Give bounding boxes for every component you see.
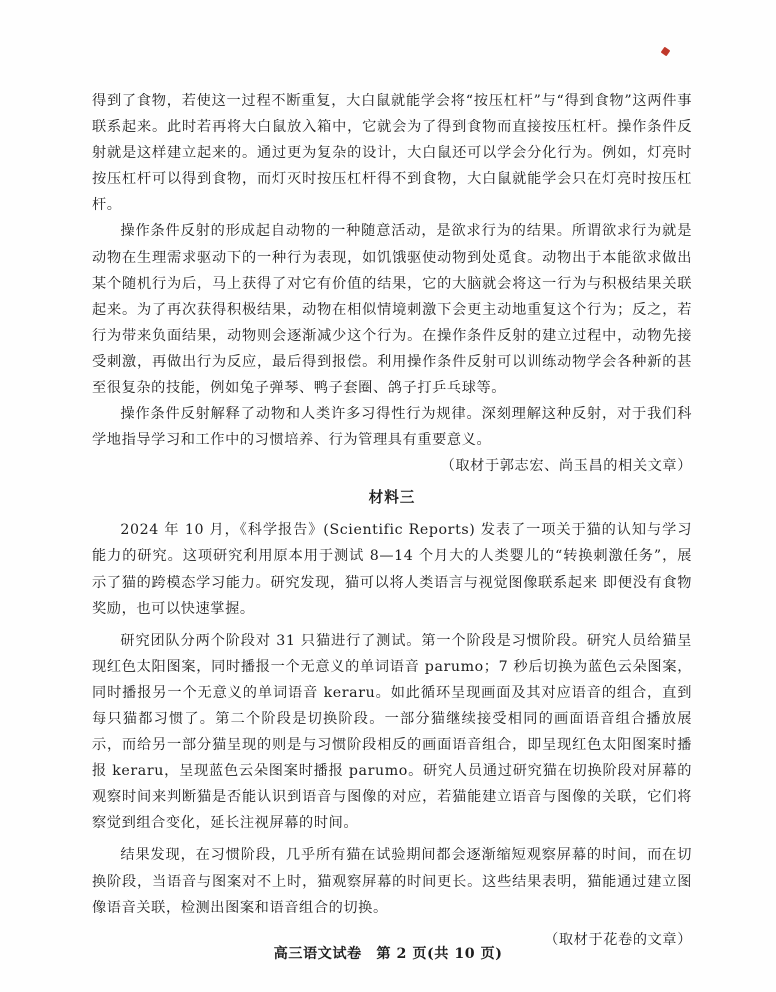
material2-paragraph-3: 操作条件反射解释了动物和人类许多习得性行为规律。深刻理解这种反射，对于我们科学地指导学习和工作中的习惯培养、行为管理具有重要意义。 — [92, 406, 692, 449]
page-footer: 高三语文试卷 第 2 页(共 10 页) — [273, 946, 503, 962]
main-content — [92, 88, 692, 953]
material3-title: 材料三 — [368, 489, 416, 507]
material3-paragraph-3: 结果发现，在习惯阶段，几乎所有猫在试验期间都会逐渐缩短观察屏幕的时间，而在切换阶段，当语音与图案对不上时，猫观察屏幕的时间更长。这些结果表明，猫能通过建立图像语音关联，检测出图案和语音组合的切换。 — [92, 847, 692, 916]
material2-paragraph-2: 操作条件反射的形成起自动物的一种随意活动，是欲求行为的结果。所谓欲求行为就是动物在生理需求驱动下的一种行为表现，如饥饿驱使动物到处觅食。动物出于本能欲求做出某个随机行为后，马上获得了对它有价值的结果，它的大脑就会将这一行为与积极结果关联起来。为了再次获得积极结果，动物在相似情境刺激下会更主动地重复这个行为；反之，若行为带来负面结果，动物则会逐渐减少这个行为。在操作条件反射的建立过程中，动物先接受刺激，再做出行为反应，最后得到报偿。利用操作条件反射可以训练动物学会各种新的甚至很复杂的技能，例如兔子弹琴、鸭子套圈、鸽子打乒乓球等。 — [92, 223, 692, 397]
material3-source: （取材于花卷的文章） — [544, 931, 692, 948]
material3-paragraph-1: 2024 年 10 月，《科学报告》(Scientific Reports) 发表了一项关于猫的认知与学习能力的研究。这项研究利用原本用于测试 8—14 个月大的人类婴儿的“转换刺激任务”，展示了猫的跨模态学习能力。研究发现，猫可以将人类语言与视觉图像联系起来 即便没有食物奖励，也可以快速掌握。 — [92, 522, 692, 617]
material2-paragraph-1: 得到了食物，若使这一过程不断重复，大白鼠就能学会将“按压杠杆”与“得到食物”这两件事联系起来。此时若再将大白鼠放入箱中，它就会为了得到食物而直接按压杠杆。操作条件反射就是这样建立起来的。通过更为复杂的设计，大白鼠还可以学会分化行为。例如，灯亮时按压杠杆可以得到食物，而灯灭时按压杠杆得不到食物，大白鼠就能学会只在灯亮时按压杠杆。 — [92, 93, 692, 214]
material3-paragraph-2: 研究团队分两个阶段对 31 只猫进行了测试。第一个阶段是习惯阶段。研究人员给猫呈现红色太阳图案，同时播报一个无意义的单词语音 parumo；7 秒后切换为蓝色云朵图案，同时播报另一个无意义的单词语音 keraru。如此循环呈现画面及其对应语音的组合，直到每只猫都习惯了。第二个阶段是切换阶段。一部分猫继续接受相同的画面语音组合播放展示，而给另一部分猫呈现的则是与习惯阶段相反的画面语音组合，即呈现红色太阳图案时播报 keraru，呈现蓝色云朵图案时播报 parumo。研究人员通过研究猫在切换阶段对屏幕的观察时间来判断猫是否能认识到语音与图像的对应，若猫能建立语音与图像的关联，它们将察觉到组合变化，延长注视屏幕的时间。 — [92, 632, 692, 832]
corner-mark — [661, 47, 671, 57]
material2-source: （取材于郭志宏、尚玉昌的相关文章） — [440, 458, 692, 475]
